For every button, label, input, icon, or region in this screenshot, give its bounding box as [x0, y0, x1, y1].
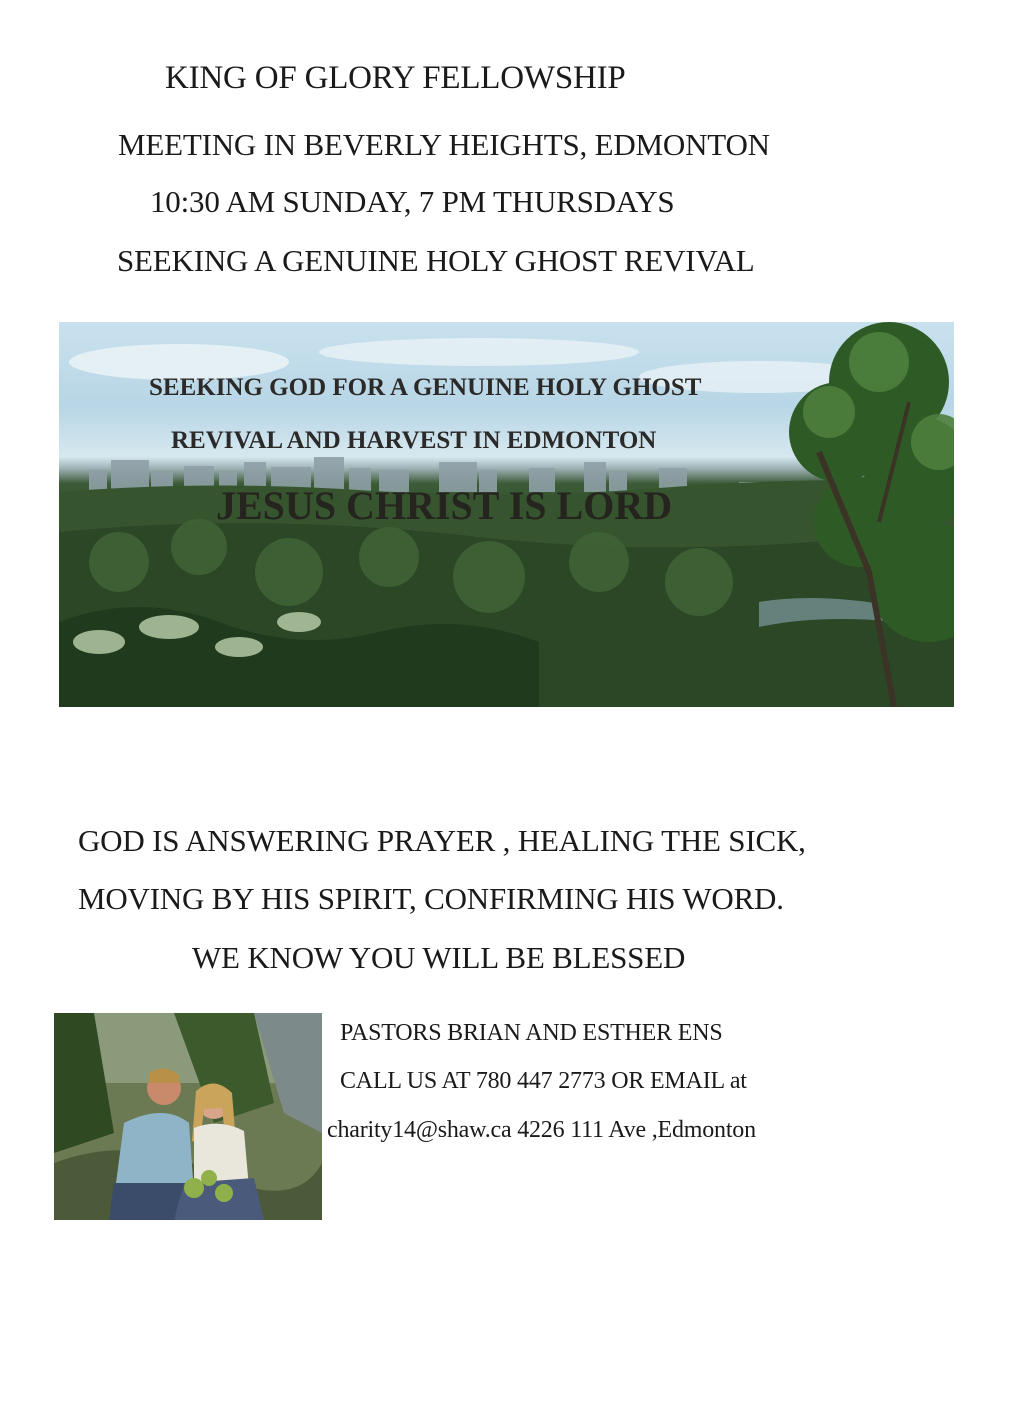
message-line-1: GOD IS ANSWERING PRAYER , HEALING THE SICK, [78, 823, 806, 858]
meeting-times: 10:30 AM SUNDAY, 7 PM THURSDAYS [150, 184, 675, 219]
banner-line-1: SEEKING GOD FOR A GENUINE HOLY GHOST [149, 374, 702, 401]
email-address-line: charity14@shaw.ca 4226 111 Ave ,Edmonton [327, 1117, 756, 1143]
pastors-photo [54, 1013, 322, 1220]
banner-line-2: REVIVAL AND HARVEST IN EDMONTON [171, 427, 657, 454]
message-line-3: WE KNOW YOU WILL BE BLESSED [192, 940, 686, 975]
banner-headline: JESUS CHRIST IS LORD [216, 483, 673, 528]
call-us-line: CALL US AT 780 447 2773 OR EMAIL at [340, 1068, 747, 1094]
pastors-photo-image [54, 1013, 322, 1220]
pastors-names: PASTORS BRIAN AND ESTHER ENS [340, 1020, 723, 1046]
message-line-2: MOVING BY HIS SPIRIT, CONFIRMING HIS WORD. [78, 881, 784, 916]
meeting-location: MEETING IN BEVERLY HEIGHTS, EDMONTON [118, 127, 770, 162]
tagline: SEEKING A GENUINE HOLY GHOST REVIVAL [117, 243, 755, 278]
edmonton-skyline-banner [59, 322, 954, 707]
page-title: KING OF GLORY FELLOWSHIP [165, 60, 626, 96]
